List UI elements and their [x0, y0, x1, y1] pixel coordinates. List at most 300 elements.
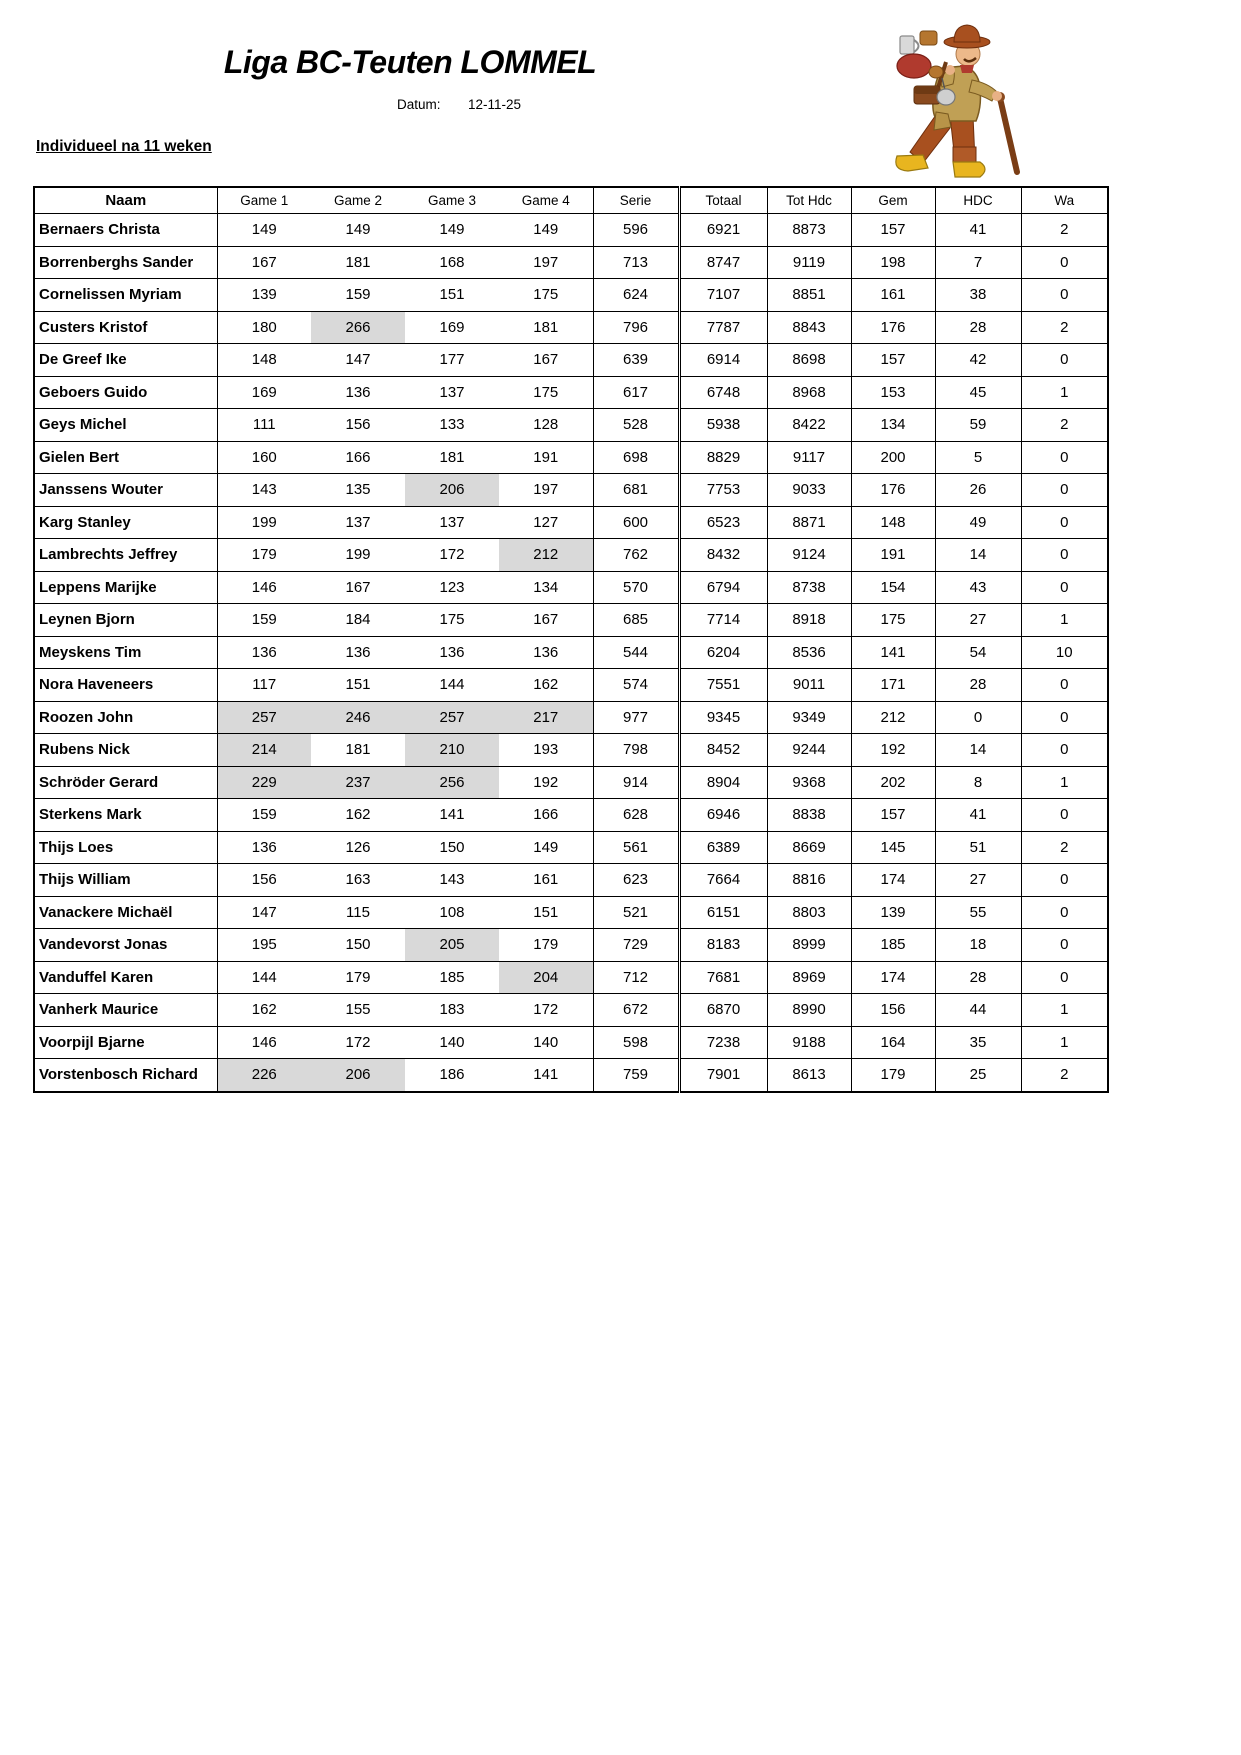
cell-game2: 162 [311, 799, 405, 832]
cell-game1: 226 [217, 1059, 311, 1092]
column-header-gem: Gem [851, 187, 935, 214]
table-row [34, 831, 1108, 864]
table-row [34, 376, 1108, 409]
cell-game4: 136 [499, 636, 593, 669]
cell-game2: 163 [311, 864, 405, 897]
cell-hdc: 28 [935, 669, 1021, 702]
cell-hdc: 14 [935, 539, 1021, 572]
cell-game1: 199 [217, 506, 311, 539]
cell-game4: 179 [499, 929, 593, 962]
cell-hdc: 26 [935, 474, 1021, 507]
cell-naam: Leppens Marijke [34, 571, 217, 604]
cell-gem: 176 [851, 474, 935, 507]
column-header-game-2: Game 2 [311, 187, 405, 214]
table-row [34, 571, 1108, 604]
cell-game1: 160 [217, 441, 311, 474]
date-label: Datum: [397, 97, 441, 112]
cell-game4: 175 [499, 376, 593, 409]
cell-tot-hdc: 8738 [767, 571, 851, 604]
cell-tot-hdc: 8969 [767, 961, 851, 994]
cell-serie: 600 [593, 506, 679, 539]
cell-totaal: 5938 [679, 409, 767, 442]
cell-game4: 134 [499, 571, 593, 604]
cell-tot-hdc: 8990 [767, 994, 851, 1027]
cell-gem: 164 [851, 1026, 935, 1059]
cell-totaal: 6914 [679, 344, 767, 377]
cell-game4: 167 [499, 604, 593, 637]
cell-game1: 159 [217, 799, 311, 832]
cell-totaal: 7681 [679, 961, 767, 994]
cell-tot-hdc: 8999 [767, 929, 851, 962]
cell-serie: 685 [593, 604, 679, 637]
cell-game3: 123 [405, 571, 499, 604]
cell-totaal: 6389 [679, 831, 767, 864]
cell-serie: 914 [593, 766, 679, 799]
cell-naam: Rubens Nick [34, 734, 217, 767]
cell-serie: 624 [593, 279, 679, 312]
cell-game4: 167 [499, 344, 593, 377]
cell-serie: 672 [593, 994, 679, 1027]
cell-gem: 175 [851, 604, 935, 637]
cell-game3: 172 [405, 539, 499, 572]
cell-game3: 256 [405, 766, 499, 799]
cell-naam: Borrenberghs Sander [34, 246, 217, 279]
cell-gem: 153 [851, 376, 935, 409]
cell-gem: 156 [851, 994, 935, 1027]
cell-tot-hdc: 8536 [767, 636, 851, 669]
cell-naam: Thijs Loes [34, 831, 217, 864]
cell-gem: 179 [851, 1059, 935, 1092]
cell-game3: 205 [405, 929, 499, 962]
table-row [34, 799, 1108, 832]
cell-tot-hdc: 8698 [767, 344, 851, 377]
cell-serie: 712 [593, 961, 679, 994]
cell-tot-hdc: 8843 [767, 311, 851, 344]
cell-wa: 0 [1021, 344, 1108, 377]
cell-game2: 147 [311, 344, 405, 377]
cell-wa: 0 [1021, 279, 1108, 312]
cell-tot-hdc: 9033 [767, 474, 851, 507]
cell-game4: 175 [499, 279, 593, 312]
cell-serie: 681 [593, 474, 679, 507]
cell-wa: 1 [1021, 1026, 1108, 1059]
cell-gem: 212 [851, 701, 935, 734]
cell-gem: 174 [851, 961, 935, 994]
cell-serie: 574 [593, 669, 679, 702]
cell-tot-hdc: 8422 [767, 409, 851, 442]
cell-totaal: 6946 [679, 799, 767, 832]
teut-peddler-illustration-icon [876, 20, 1054, 188]
cell-tot-hdc: 9244 [767, 734, 851, 767]
cell-hdc: 0 [935, 701, 1021, 734]
cell-totaal: 8183 [679, 929, 767, 962]
cell-gem: 185 [851, 929, 935, 962]
cell-gem: 171 [851, 669, 935, 702]
cell-hdc: 14 [935, 734, 1021, 767]
cell-gem: 157 [851, 799, 935, 832]
cell-game4: 161 [499, 864, 593, 897]
cell-serie: 570 [593, 571, 679, 604]
table-row [34, 539, 1108, 572]
cell-totaal: 6151 [679, 896, 767, 929]
section-subtitle: Individueel na 11 weken [36, 138, 212, 155]
cell-naam: Lambrechts Jeffrey [34, 539, 217, 572]
cell-game4: 193 [499, 734, 593, 767]
cell-game4: 127 [499, 506, 593, 539]
table-row [34, 864, 1108, 897]
cell-game4: 149 [499, 214, 593, 247]
cell-totaal: 6921 [679, 214, 767, 247]
cell-gem: 145 [851, 831, 935, 864]
cell-game1: 111 [217, 409, 311, 442]
cell-tot-hdc: 9368 [767, 766, 851, 799]
cell-wa: 2 [1021, 311, 1108, 344]
cell-hdc: 7 [935, 246, 1021, 279]
cell-gem: 198 [851, 246, 935, 279]
cell-hdc: 55 [935, 896, 1021, 929]
cell-wa: 2 [1021, 409, 1108, 442]
cell-hdc: 27 [935, 864, 1021, 897]
cell-serie: 729 [593, 929, 679, 962]
cell-gem: 202 [851, 766, 935, 799]
cell-game1: 146 [217, 571, 311, 604]
cell-game1: 159 [217, 604, 311, 637]
cell-game4: 128 [499, 409, 593, 442]
cell-totaal: 6870 [679, 994, 767, 1027]
cell-naam: Vanherk Maurice [34, 994, 217, 1027]
table-row [34, 929, 1108, 962]
table-row [34, 246, 1108, 279]
cell-naam: Meyskens Tim [34, 636, 217, 669]
cell-hdc: 54 [935, 636, 1021, 669]
cell-hdc: 8 [935, 766, 1021, 799]
cell-hdc: 44 [935, 994, 1021, 1027]
cell-tot-hdc: 8851 [767, 279, 851, 312]
column-header-hdc: HDC [935, 187, 1021, 214]
cell-game1: 136 [217, 636, 311, 669]
cell-gem: 154 [851, 571, 935, 604]
cell-game2: 135 [311, 474, 405, 507]
cell-naam: Vanackere Michaël [34, 896, 217, 929]
cell-wa: 0 [1021, 734, 1108, 767]
cell-game2: 155 [311, 994, 405, 1027]
cell-naam: Schröder Gerard [34, 766, 217, 799]
cell-game1: 195 [217, 929, 311, 962]
cell-game1: 144 [217, 961, 311, 994]
cell-serie: 623 [593, 864, 679, 897]
cell-game3: 181 [405, 441, 499, 474]
cell-wa: 0 [1021, 929, 1108, 962]
cell-game1: 167 [217, 246, 311, 279]
cell-game2: 126 [311, 831, 405, 864]
cell-hdc: 59 [935, 409, 1021, 442]
cell-serie: 713 [593, 246, 679, 279]
cell-game4: 166 [499, 799, 593, 832]
cell-totaal: 8452 [679, 734, 767, 767]
results-table-header-row [34, 187, 1108, 214]
cell-game3: 185 [405, 961, 499, 994]
cell-naam: Thijs William [34, 864, 217, 897]
cell-serie: 596 [593, 214, 679, 247]
cell-hdc: 41 [935, 799, 1021, 832]
table-row [34, 1059, 1108, 1092]
cell-tot-hdc: 8871 [767, 506, 851, 539]
cell-gem: 148 [851, 506, 935, 539]
cell-naam: Bernaers Christa [34, 214, 217, 247]
cell-totaal: 7664 [679, 864, 767, 897]
cell-game1: 179 [217, 539, 311, 572]
cell-totaal: 8747 [679, 246, 767, 279]
cell-game3: 257 [405, 701, 499, 734]
cell-game1: 149 [217, 214, 311, 247]
cell-game2: 181 [311, 246, 405, 279]
cell-game2: 156 [311, 409, 405, 442]
cell-hdc: 18 [935, 929, 1021, 962]
cell-game1: 117 [217, 669, 311, 702]
cell-totaal: 8829 [679, 441, 767, 474]
column-header-game-3: Game 3 [405, 187, 499, 214]
cell-game4: 181 [499, 311, 593, 344]
cell-game4: 212 [499, 539, 593, 572]
cell-hdc: 27 [935, 604, 1021, 637]
cell-hdc: 28 [935, 311, 1021, 344]
cell-totaal: 7787 [679, 311, 767, 344]
table-row [34, 214, 1108, 247]
cell-naam: Vorstenbosch Richard [34, 1059, 217, 1092]
cell-game2: 115 [311, 896, 405, 929]
cell-tot-hdc: 9117 [767, 441, 851, 474]
table-row [34, 669, 1108, 702]
cell-serie: 798 [593, 734, 679, 767]
cell-game1: 162 [217, 994, 311, 1027]
cell-game3: 210 [405, 734, 499, 767]
table-row [34, 279, 1108, 312]
cell-game3: 140 [405, 1026, 499, 1059]
cell-wa: 1 [1021, 766, 1108, 799]
cell-tot-hdc: 9011 [767, 669, 851, 702]
cell-wa: 0 [1021, 669, 1108, 702]
cell-game2: 137 [311, 506, 405, 539]
cell-game1: 169 [217, 376, 311, 409]
cell-game2: 150 [311, 929, 405, 962]
cell-game4: 141 [499, 1059, 593, 1092]
cell-hdc: 35 [935, 1026, 1021, 1059]
cell-game2: 181 [311, 734, 405, 767]
cell-game2: 136 [311, 376, 405, 409]
cell-gem: 161 [851, 279, 935, 312]
cell-game1: 156 [217, 864, 311, 897]
cell-hdc: 41 [935, 214, 1021, 247]
cell-game2: 166 [311, 441, 405, 474]
cell-game3: 141 [405, 799, 499, 832]
cell-game3: 137 [405, 376, 499, 409]
cell-wa: 2 [1021, 1059, 1108, 1092]
cell-totaal: 6523 [679, 506, 767, 539]
cell-hdc: 51 [935, 831, 1021, 864]
cell-game4: 151 [499, 896, 593, 929]
cell-naam: Roozen John [34, 701, 217, 734]
cell-game4: 162 [499, 669, 593, 702]
cell-serie: 521 [593, 896, 679, 929]
cell-totaal: 7551 [679, 669, 767, 702]
cell-game4: 149 [499, 831, 593, 864]
cell-game2: 246 [311, 701, 405, 734]
cell-wa: 0 [1021, 474, 1108, 507]
cell-tot-hdc: 8968 [767, 376, 851, 409]
cell-game1: 257 [217, 701, 311, 734]
cell-game2: 206 [311, 1059, 405, 1092]
cell-totaal: 8904 [679, 766, 767, 799]
cell-game2: 136 [311, 636, 405, 669]
cell-naam: Janssens Wouter [34, 474, 217, 507]
cell-game2: 172 [311, 1026, 405, 1059]
cell-game4: 197 [499, 474, 593, 507]
cell-naam: Geboers Guido [34, 376, 217, 409]
cell-wa: 0 [1021, 961, 1108, 994]
table-row [34, 1026, 1108, 1059]
cell-gem: 157 [851, 214, 935, 247]
table-row [34, 994, 1108, 1027]
cell-game1: 136 [217, 831, 311, 864]
cell-game4: 191 [499, 441, 593, 474]
cell-game4: 192 [499, 766, 593, 799]
table-row [34, 734, 1108, 767]
cell-game3: 175 [405, 604, 499, 637]
cell-game1: 146 [217, 1026, 311, 1059]
cell-totaal: 7901 [679, 1059, 767, 1092]
cell-game2: 149 [311, 214, 405, 247]
cell-game2: 237 [311, 766, 405, 799]
cell-serie: 639 [593, 344, 679, 377]
cell-serie: 617 [593, 376, 679, 409]
cell-game3: 108 [405, 896, 499, 929]
table-row [34, 766, 1108, 799]
cell-wa: 0 [1021, 896, 1108, 929]
cell-serie: 796 [593, 311, 679, 344]
cell-game3: 168 [405, 246, 499, 279]
table-row [34, 506, 1108, 539]
results-table [33, 186, 1109, 1093]
cell-gem: 134 [851, 409, 935, 442]
cell-hdc: 25 [935, 1059, 1021, 1092]
table-row [34, 311, 1108, 344]
cell-game2: 167 [311, 571, 405, 604]
cell-hdc: 43 [935, 571, 1021, 604]
column-header-serie: Serie [593, 187, 679, 214]
cell-gem: 174 [851, 864, 935, 897]
cell-tot-hdc: 9119 [767, 246, 851, 279]
cell-wa: 0 [1021, 799, 1108, 832]
cell-game2: 159 [311, 279, 405, 312]
page-title: Liga BC-Teuten LOMMEL [223, 44, 597, 80]
cell-wa: 0 [1021, 864, 1108, 897]
cell-naam: De Greef Ike [34, 344, 217, 377]
cell-tot-hdc: 8918 [767, 604, 851, 637]
cell-game4: 204 [499, 961, 593, 994]
cell-naam: Vanduffel Karen [34, 961, 217, 994]
cell-totaal: 6748 [679, 376, 767, 409]
cell-naam: Vandevorst Jonas [34, 929, 217, 962]
cell-hdc: 38 [935, 279, 1021, 312]
cell-naam: Leynen Bjorn [34, 604, 217, 637]
cell-game3: 177 [405, 344, 499, 377]
cell-hdc: 42 [935, 344, 1021, 377]
cell-game1: 148 [217, 344, 311, 377]
cell-game3: 133 [405, 409, 499, 442]
cell-hdc: 49 [935, 506, 1021, 539]
cell-naam: Geys Michel [34, 409, 217, 442]
table-row [34, 896, 1108, 929]
table-row [34, 636, 1108, 669]
cell-totaal: 6794 [679, 571, 767, 604]
table-row [34, 344, 1108, 377]
cell-game1: 139 [217, 279, 311, 312]
cell-tot-hdc: 8873 [767, 214, 851, 247]
cell-gem: 176 [851, 311, 935, 344]
column-header-wa: Wa [1021, 187, 1108, 214]
cell-wa: 1 [1021, 604, 1108, 637]
cell-wa: 1 [1021, 994, 1108, 1027]
cell-tot-hdc: 8838 [767, 799, 851, 832]
table-row [34, 474, 1108, 507]
cell-game1: 214 [217, 734, 311, 767]
cell-tot-hdc: 9349 [767, 701, 851, 734]
cell-game3: 169 [405, 311, 499, 344]
column-header-game-4: Game 4 [499, 187, 593, 214]
cell-naam: Voorpijl Bjarne [34, 1026, 217, 1059]
cell-totaal: 8432 [679, 539, 767, 572]
cell-game1: 180 [217, 311, 311, 344]
cell-game4: 217 [499, 701, 593, 734]
cell-serie: 762 [593, 539, 679, 572]
cell-game3: 150 [405, 831, 499, 864]
cell-wa: 1 [1021, 376, 1108, 409]
cell-wa: 0 [1021, 571, 1108, 604]
cell-game2: 184 [311, 604, 405, 637]
cell-serie: 977 [593, 701, 679, 734]
cell-game2: 151 [311, 669, 405, 702]
results-table-body [34, 214, 1108, 1092]
cell-naam: Nora Haveneers [34, 669, 217, 702]
cell-naam: Gielen Bert [34, 441, 217, 474]
cell-hdc: 45 [935, 376, 1021, 409]
cell-serie: 759 [593, 1059, 679, 1092]
cell-gem: 200 [851, 441, 935, 474]
cell-totaal: 7753 [679, 474, 767, 507]
cell-totaal: 9345 [679, 701, 767, 734]
cell-serie: 561 [593, 831, 679, 864]
cell-totaal: 7238 [679, 1026, 767, 1059]
cell-serie: 544 [593, 636, 679, 669]
cell-game4: 140 [499, 1026, 593, 1059]
cell-serie: 598 [593, 1026, 679, 1059]
cell-serie: 528 [593, 409, 679, 442]
cell-serie: 698 [593, 441, 679, 474]
cell-serie: 628 [593, 799, 679, 832]
table-row [34, 409, 1108, 442]
cell-game3: 137 [405, 506, 499, 539]
table-row [34, 441, 1108, 474]
cell-game3: 183 [405, 994, 499, 1027]
column-header-totaal: Totaal [679, 187, 767, 214]
cell-tot-hdc: 8613 [767, 1059, 851, 1092]
cell-gem: 139 [851, 896, 935, 929]
cell-game3: 144 [405, 669, 499, 702]
cell-game4: 172 [499, 994, 593, 1027]
cell-naam: Karg Stanley [34, 506, 217, 539]
cell-game1: 143 [217, 474, 311, 507]
cell-game4: 197 [499, 246, 593, 279]
